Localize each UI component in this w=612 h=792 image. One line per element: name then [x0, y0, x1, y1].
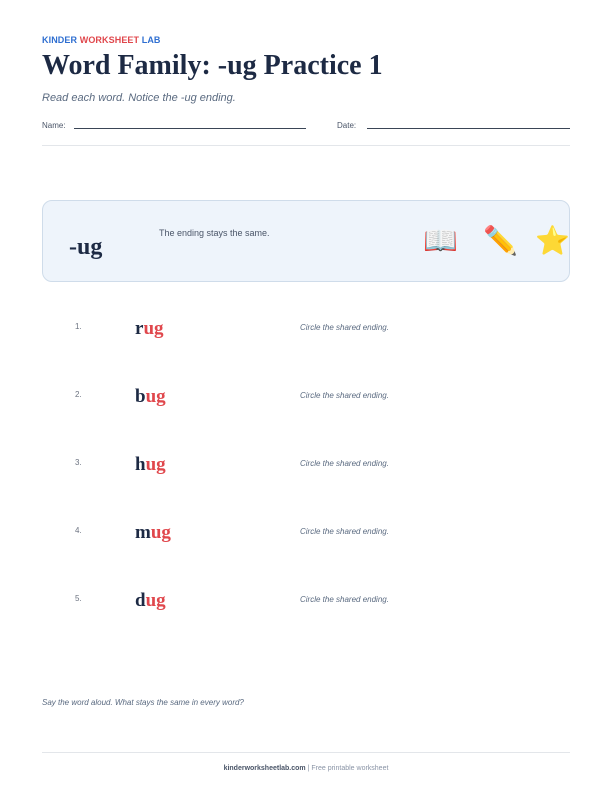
word-onset: m: [135, 522, 151, 543]
name-label: Name:: [42, 121, 66, 130]
word-ending: ug: [145, 590, 166, 611]
word-ending: ug: [145, 386, 166, 407]
item-instruction: Circle the shared ending.: [300, 595, 389, 604]
brand-part-worksheet: WORKSHEET: [79, 35, 140, 45]
date-line[interactable]: [367, 128, 570, 129]
date-label: Date:: [337, 121, 357, 130]
word-family-box: [42, 200, 570, 282]
item-instruction: Circle the shared ending.: [300, 391, 389, 400]
page-title: Word Family: -ug Practice 1: [42, 50, 383, 81]
practice-word: [135, 318, 164, 340]
word-ending: ug: [150, 522, 171, 543]
word-family-ending: -ug: [69, 234, 103, 260]
book-icon: 📖: [423, 224, 458, 257]
footer-separator: |: [305, 765, 312, 772]
item-number: 3.: [75, 458, 82, 467]
practice-word: [135, 590, 166, 612]
star-icon: ⭐: [535, 224, 570, 257]
brand-wordmark: [42, 35, 161, 45]
footer-site[interactable]: kinderworksheetlab.com: [223, 765, 306, 772]
practice-word: [135, 386, 166, 408]
brand-part-kinder: KINDER: [42, 35, 78, 45]
footer-divider: [42, 752, 570, 753]
item-instruction: Circle the shared ending.: [300, 527, 389, 536]
footer: [0, 765, 612, 772]
practice-word: [135, 522, 171, 544]
header-divider: [42, 145, 570, 146]
word-onset: r: [135, 318, 144, 339]
name-line[interactable]: [74, 128, 306, 129]
item-number: 2.: [75, 390, 82, 399]
practice-word: [135, 454, 166, 476]
word-onset: b: [135, 386, 146, 407]
word-ending: ug: [143, 318, 164, 339]
word-onset: h: [135, 454, 146, 475]
word-onset: d: [135, 590, 146, 611]
item-number: 1.: [75, 322, 82, 331]
page-subtitle: Read each word. Notice the -ug ending.: [42, 92, 236, 104]
brand-part-lab: LAB: [141, 35, 161, 45]
closing-prompt: Say the word aloud. What stays the same in every word?: [42, 698, 244, 707]
item-number: 5.: [75, 594, 82, 603]
pencil-icon: ✏️: [483, 224, 518, 257]
item-number: 4.: [75, 526, 82, 535]
item-instruction: Circle the shared ending.: [300, 323, 389, 332]
word-family-note: The ending stays the same.: [159, 228, 270, 238]
footer-tagline: Free printable worksheet: [311, 765, 389, 772]
word-ending: ug: [145, 454, 166, 475]
item-instruction: Circle the shared ending.: [300, 459, 389, 468]
